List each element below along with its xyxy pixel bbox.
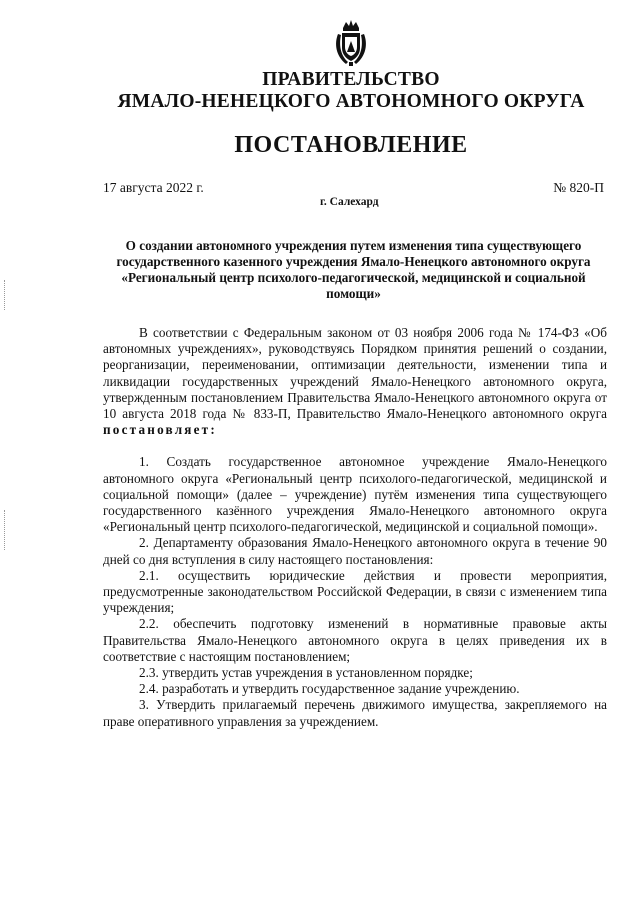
paragraph-item-2: 2. Департаменту образования Ямало-Ненецкого автономного округа в течение 90 дней со дня вступления в силу настоящего постановления:: [103, 535, 607, 567]
paragraph-item-2-4: 2.4. разработать и утвердить государственное задание учреждению.: [139, 681, 520, 697]
document-type: ПОСТАНОВЛЕНИЕ: [234, 132, 468, 158]
document-title: О создании автономного учреждения путем изменения типа существующего государственного казенного учреждения Ямало-Ненецкого автономного округа «Региональный центр психолого-педагогической, медицинской и социальной помощи»: [116, 238, 591, 301]
document-body: [103, 325, 607, 730]
paragraph-item-2-1: 2.1. осуществить юридические действия и провести мероприятия, предусмотренные законодательством Российской Федерации, в связи с изменением типа учреждения;: [103, 567, 607, 616]
scan-margin-mark: [4, 510, 6, 550]
region-title: ЯМАЛО-НЕНЕЦКОГО АВТОНОМНОГО ОКРУГА: [117, 91, 585, 112]
paragraph-item-1: 1. Создать государственное автономное учреждение Ямало-Ненецкого автономного округа «Региональный центр психолого-педагогической, медицинской и социальной помощи» (далее – учреждение) путём изменения типа существующего государственного казённого учреждения Ямало-Ненецкого автономного округа «Региональный центр психолого-педагогической, медицинской и социальной помощи».: [103, 454, 607, 535]
paragraph-item-2-2: 2.2. обеспечить подготовку изменений в нормативные правовые акты Правительства Ямало-Ненецкого автономного округа в целях приведения их в соответствие с настоящим постановлением;: [103, 616, 607, 664]
document-number: № 820-П: [553, 180, 604, 195]
preamble-paragraph: [103, 325, 607, 438]
document-date: 17 августа 2022 г.: [103, 180, 204, 195]
preamble-text: В соответствии с Федеральным законом от 03 ноября 2006 года № 174-ФЗ «Об автономных учреждениях», руководствуясь Порядком принятия решений о создании, реорганизации, переименовании, оптимизации деятельности, изменении типа и ликвидации государственных учреждений Ямало-Ненецкого автономного округа, утвержденным постановлением Правительства Ямало-Ненецкого автономного округа от 10 августа 2018 года № 833-П, Правительство Ямало-Ненецкого автономного округа: [103, 325, 607, 422]
paragraph-item-3: 3. Утвердить прилагаемый перечень движимого имущества, закрепляемого на праве оперативного управления за учреждением.: [103, 697, 607, 729]
resolves-word: постановляет:: [103, 422, 217, 438]
coat-of-arms-icon: [330, 18, 372, 68]
scan-margin-mark: [4, 280, 6, 310]
government-title: ПРАВИТЕЛЬСТВО: [262, 69, 440, 90]
paragraph-item-2-3: 2.3. утвердить устав учреждения в установленном порядке;: [139, 665, 473, 681]
document-city: г. Салехард: [320, 196, 379, 208]
